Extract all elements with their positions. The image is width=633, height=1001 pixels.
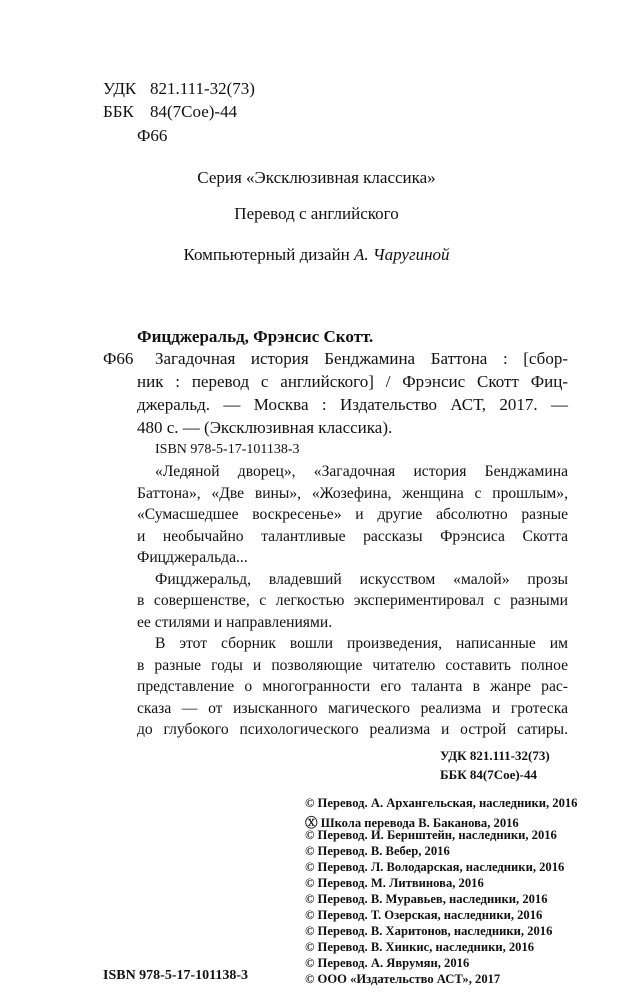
copyright-line: Ⓧ Школа перевода В. Баканова, 2016 — [305, 816, 519, 830]
translation-note: Перевод с английского — [234, 204, 399, 223]
copyright-line: © Перевод. В. Хинкис, наследники, 2016 — [305, 940, 535, 954]
annotation-line: представление о многогранности его таланта в жанре рас- — [137, 678, 568, 695]
catalog-mark: Ф66 — [103, 349, 134, 368]
annotation-line: Фицджеральда... — [137, 549, 248, 566]
design-name: А. Чаругиной — [354, 245, 450, 264]
catalog-line: джеральд. — Москва : Издательство АСТ, 2017. — — [137, 395, 568, 414]
annotation-line: до глубокого психологического реализма и острой сатиры. — [137, 721, 568, 738]
isbn-bottom: ISBN 978-5-17-101138-3 — [103, 968, 249, 983]
copyright-line: © Перевод. Л. Володарская, наследники, 2016 — [305, 860, 565, 874]
copyright-line: © Перевод. И. Бернштейн, наследники, 2016 — [305, 828, 557, 842]
copyright-line: © Перевод. В. Муравьев, наследники, 2016 — [305, 892, 548, 906]
design-credit — [0, 245, 633, 265]
copyright-line: © Перевод. В. Вебер, 2016 — [305, 844, 450, 858]
annotation-line: и необычайно талантливые рассказы Фрэнсиса Скотта — [137, 528, 568, 545]
copyright-line: © Перевод. М. Литвинова, 2016 — [305, 876, 484, 890]
footer-udk: УДК 821.111-32(73) — [440, 748, 550, 763]
catalog-line: Загадочная история Бенджамина Баттона : [сбор- — [155, 349, 568, 368]
annotation-line: в разные годы и позволяющие читателю составить полное — [137, 657, 568, 674]
catalog-author: Фицджеральд, Фрэнсис Скотт. — [137, 327, 374, 346]
annotation-line: «Ледяной дворец», «Загадочная история Бенджамина — [155, 463, 568, 480]
copyright-line: © Перевод. Т. Озерская, наследники, 2016 — [305, 908, 543, 922]
annotation-line: сказа — от изысканного магического реализма и гротеска — [137, 700, 568, 717]
annotation-line: ее стилями и направлениями. — [137, 614, 333, 631]
udk-label: УДК — [103, 79, 137, 98]
udk-value: 821.111-32(73) — [150, 79, 255, 98]
annotation-line: Фицджеральд, владевший искусством «малой» прозы — [155, 571, 568, 588]
catalog-line: ник : перевод с английского] / Фрэнсис Скотт Фиц- — [137, 372, 568, 391]
copyright-line: © Перевод. В. Харитонов, наследники, 2016 — [305, 924, 553, 938]
annotation-line: «Сумасшедшее воскресенье» и другие абсолютно разные — [137, 506, 568, 523]
copyright-line: © ООО «Издательство АСТ», 2017 — [305, 972, 501, 986]
annotation-line: Баттона», «Две вины», «Жозефина, женщина с прошлым», — [137, 485, 568, 502]
copyright-line: © Перевод. А. Архангельская, наследники, 2016 — [305, 796, 578, 810]
footer-bbk: ББК 84(7Сое)-44 — [440, 767, 538, 782]
copyright-line: © Перевод. А. Яврумян, 2016 — [305, 956, 470, 970]
annotation-line: В этот сборник вошли произведения, написанные им — [155, 635, 568, 652]
design-label: Компьютерный дизайн — [183, 245, 350, 264]
series: Серия «Эксклюзивная классика» — [197, 168, 436, 187]
catalog-isbn: ISBN 978-5-17-101138-3 — [155, 442, 300, 457]
author-mark: Ф66 — [137, 126, 168, 145]
bbk-value: 84(7Сое)-44 — [150, 102, 238, 121]
catalog-line: 480 с. — (Эксклюзивная классика). — [137, 418, 393, 437]
annotation-line: в совершенстве, с легкостью экспериментировал с разными — [137, 592, 568, 609]
bbk-label: ББК — [103, 102, 134, 121]
